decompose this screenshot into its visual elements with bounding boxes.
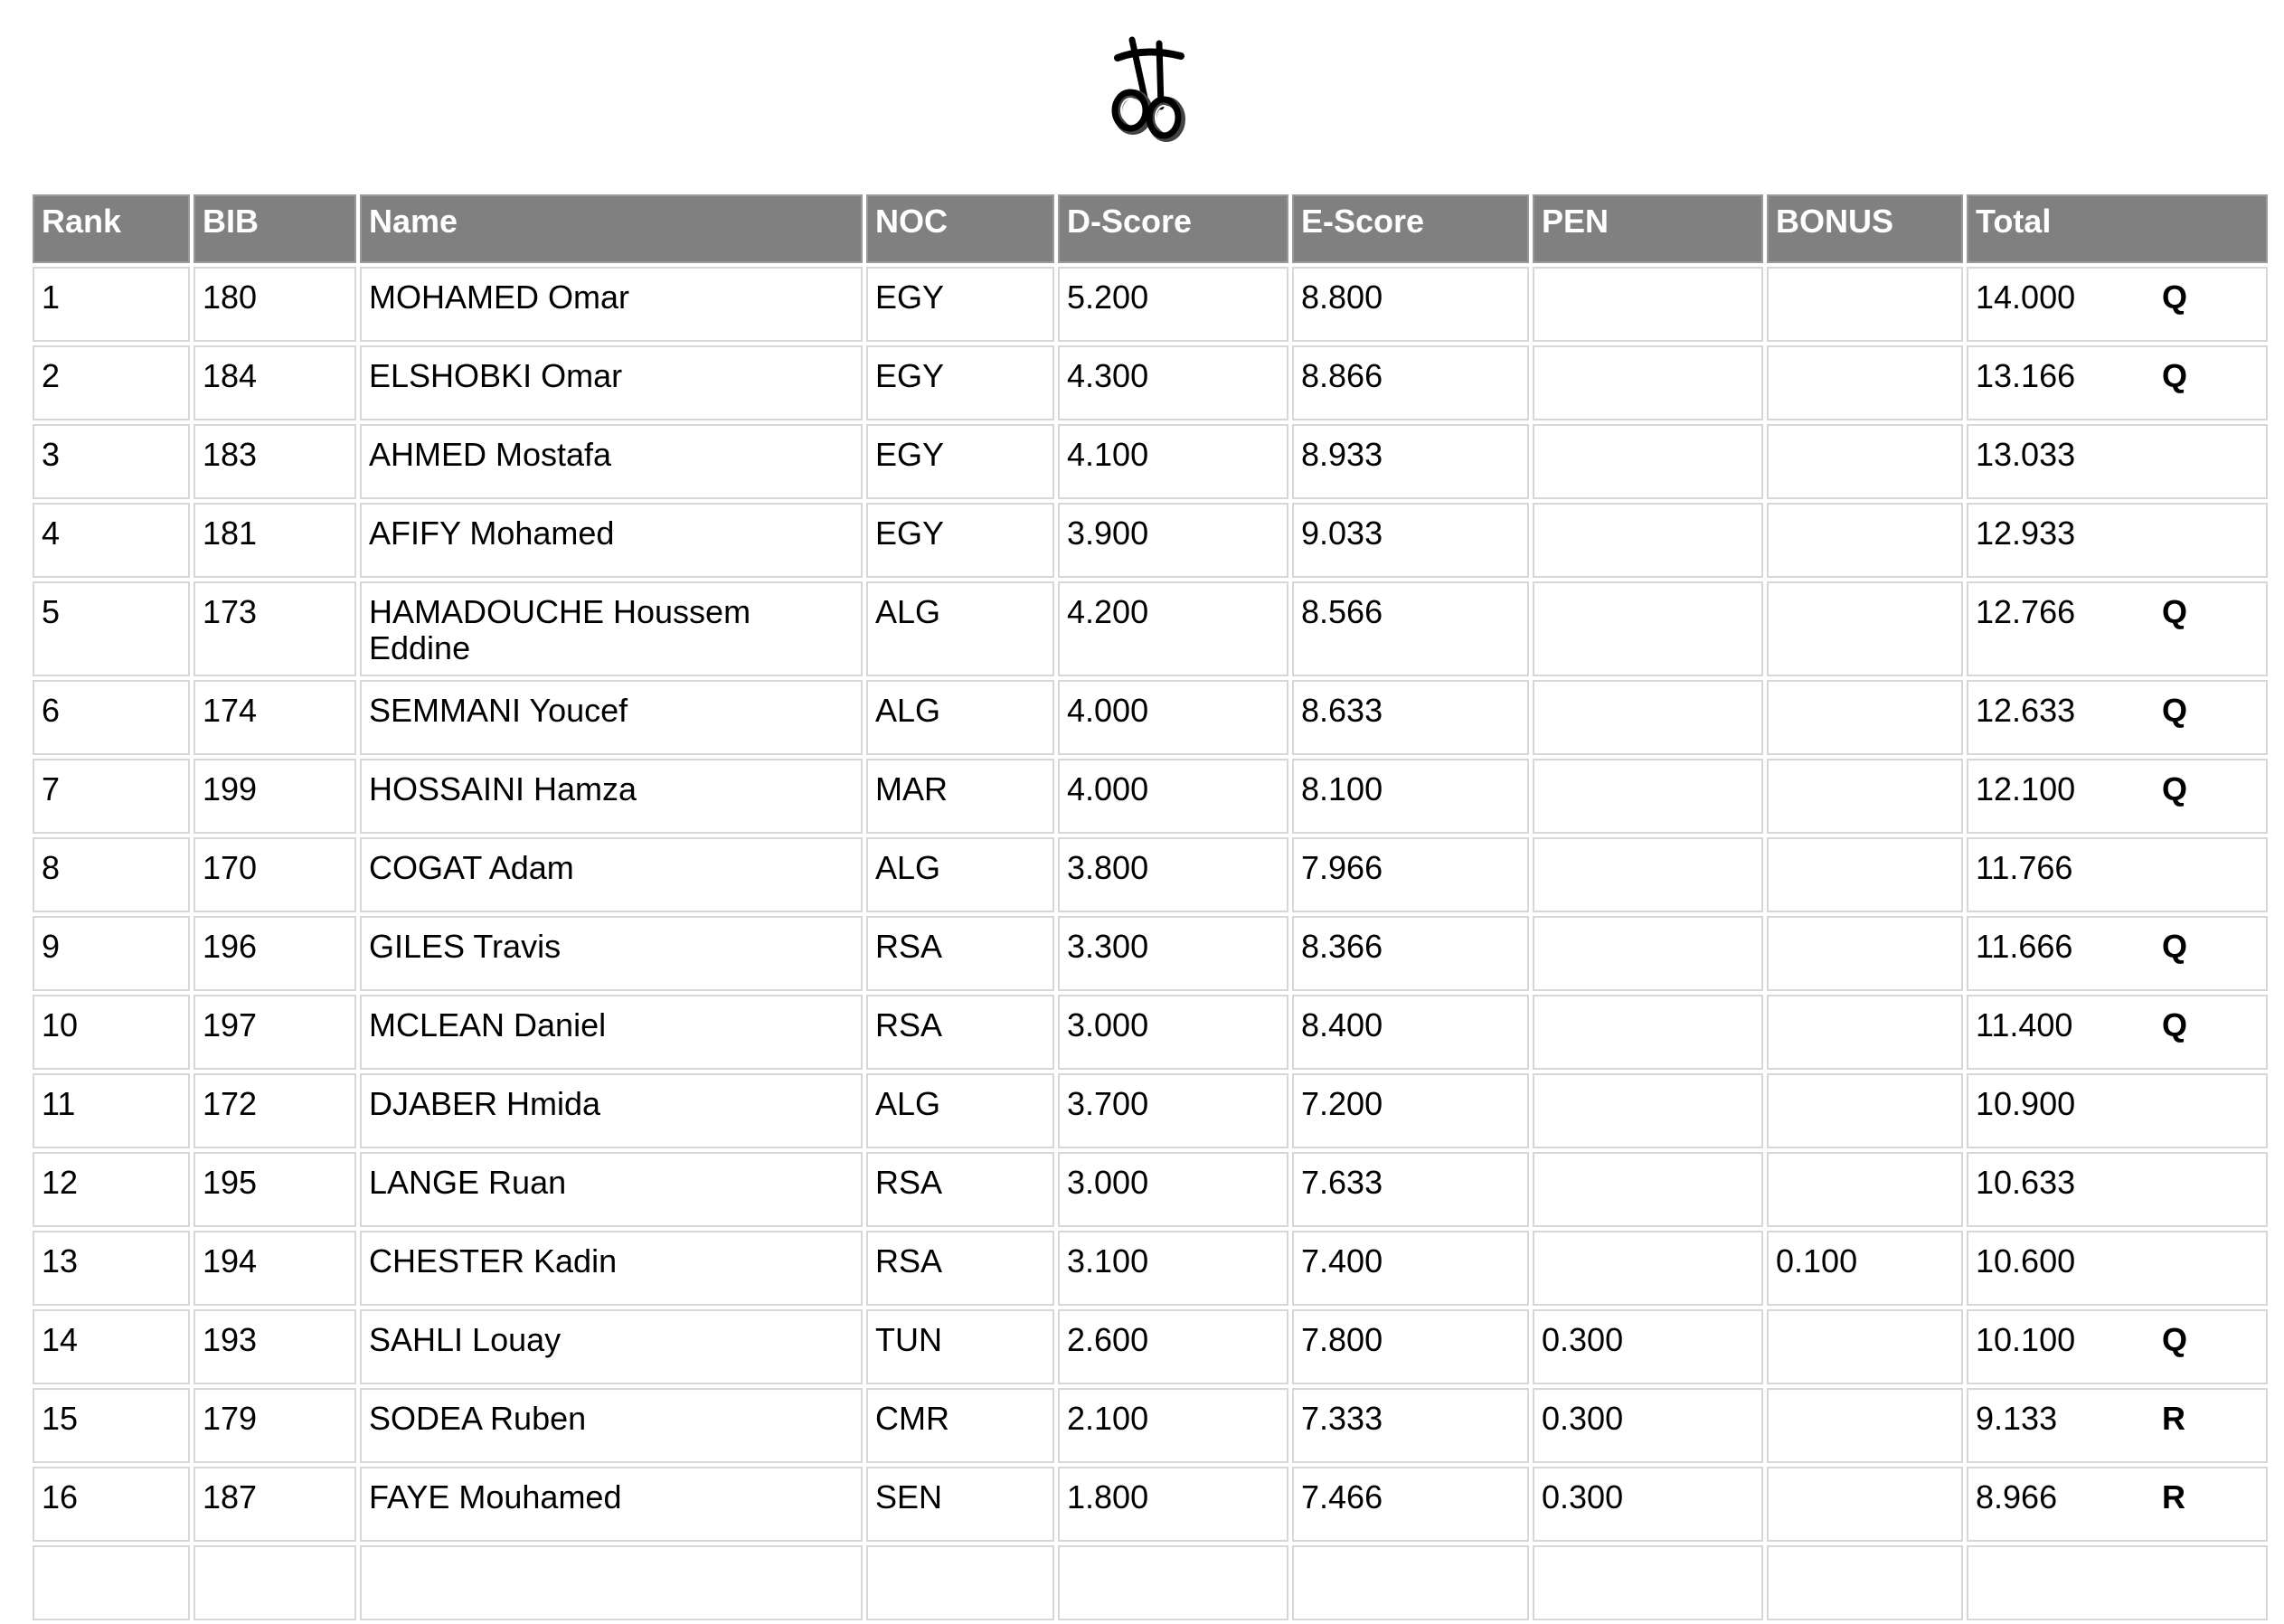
total-cell bbox=[1967, 1309, 2268, 1384]
name-cell: AHMED Mostafa bbox=[360, 424, 863, 499]
pen-cell bbox=[1533, 837, 1763, 912]
table-row bbox=[33, 503, 2268, 578]
e-score-cell: 8.366 bbox=[1292, 916, 1529, 991]
gymnastics-rings-icon bbox=[1105, 33, 1186, 141]
d-score-cell: 3.100 bbox=[1058, 1231, 1288, 1306]
bonus-cell bbox=[1767, 503, 1963, 578]
noc-cell: ALG bbox=[866, 837, 1054, 912]
bib-cell: 181 bbox=[193, 503, 356, 578]
name-cell: ELSHOBKI Omar bbox=[360, 345, 863, 420]
header-total: Total bbox=[1967, 194, 2268, 263]
e-score-cell: 7.466 bbox=[1292, 1467, 1529, 1542]
table-row bbox=[33, 1231, 2268, 1306]
bonus-cell bbox=[1767, 1152, 1963, 1227]
d-score-cell: 3.000 bbox=[1058, 1152, 1288, 1227]
d-score-cell: 4.100 bbox=[1058, 424, 1288, 499]
bib-cell: 193 bbox=[193, 1309, 356, 1384]
total-cell bbox=[1967, 1152, 2268, 1227]
table-row bbox=[33, 1309, 2268, 1384]
noc-cell: RSA bbox=[866, 995, 1054, 1070]
name-cell: GILES Travis bbox=[360, 916, 863, 991]
pen-cell bbox=[1533, 1073, 1763, 1148]
rank-cell: 16 bbox=[33, 1467, 190, 1542]
name-cell: AFIFY Mohamed bbox=[360, 503, 863, 578]
rank-cell: 2 bbox=[33, 345, 190, 420]
noc-cell: RSA bbox=[866, 1152, 1054, 1227]
total-cell bbox=[1967, 581, 2268, 676]
bonus-cell bbox=[1767, 345, 1963, 420]
pen-cell bbox=[1533, 759, 1763, 834]
table-row bbox=[33, 680, 2268, 755]
e-score-cell: 9.033 bbox=[1292, 503, 1529, 578]
noc-cell: ALG bbox=[866, 1073, 1054, 1148]
total-value: 11.400 bbox=[1976, 1006, 2073, 1043]
table-row bbox=[33, 267, 2268, 342]
pen-cell bbox=[1533, 345, 1763, 420]
noc-cell: ALG bbox=[866, 680, 1054, 755]
rank-cell: 8 bbox=[33, 837, 190, 912]
d-score-cell: 4.000 bbox=[1058, 759, 1288, 834]
rank-cell: 14 bbox=[33, 1309, 190, 1384]
e-score-cell: 8.566 bbox=[1292, 581, 1529, 676]
bonus-cell bbox=[1767, 916, 1963, 991]
qualification-mark: Q bbox=[2162, 1006, 2188, 1043]
name-cell: HAMADOUCHE Houssem Eddine bbox=[360, 581, 863, 676]
total-value: 8.966 bbox=[1976, 1478, 2058, 1515]
rank-cell: 12 bbox=[33, 1152, 190, 1227]
total-value: 11.766 bbox=[1976, 849, 2073, 886]
table-row bbox=[33, 345, 2268, 420]
name-cell: SEMMANI Youcef bbox=[360, 680, 863, 755]
noc-cell: RSA bbox=[866, 916, 1054, 991]
bib-cell: 199 bbox=[193, 759, 356, 834]
d-score-cell: 4.300 bbox=[1058, 345, 1288, 420]
pen-cell bbox=[1533, 267, 1763, 342]
e-score-cell: 7.400 bbox=[1292, 1231, 1529, 1306]
total-cell bbox=[1967, 1467, 2268, 1542]
d-score-cell: 5.200 bbox=[1058, 267, 1288, 342]
total-value: 12.933 bbox=[1976, 515, 2076, 552]
header-noc: NOC bbox=[866, 194, 1054, 263]
header-rank: Rank bbox=[33, 194, 190, 263]
name-cell: MOHAMED Omar bbox=[360, 267, 863, 342]
name-cell: HOSSAINI Hamza bbox=[360, 759, 863, 834]
table-row bbox=[33, 1152, 2268, 1227]
total-value: 9.133 bbox=[1976, 1400, 2058, 1437]
e-score-cell: 8.800 bbox=[1292, 267, 1529, 342]
total-value: 12.633 bbox=[1976, 692, 2076, 729]
d-score-cell: 4.000 bbox=[1058, 680, 1288, 755]
bonus-cell bbox=[1767, 581, 1963, 676]
table-row bbox=[33, 581, 2268, 676]
qualification-mark: R bbox=[2162, 1400, 2185, 1437]
noc-cell: TUN bbox=[866, 1309, 1054, 1384]
pen-cell bbox=[1533, 1231, 1763, 1306]
pen-cell bbox=[1533, 1152, 1763, 1227]
bonus-cell bbox=[1767, 680, 1963, 755]
noc-cell: EGY bbox=[866, 424, 1054, 499]
rank-cell: 6 bbox=[33, 680, 190, 755]
e-score-cell: 7.800 bbox=[1292, 1309, 1529, 1384]
total-cell bbox=[1967, 1388, 2268, 1463]
pen-cell bbox=[1533, 916, 1763, 991]
header-row bbox=[33, 194, 2268, 263]
rank-cell: 3 bbox=[33, 424, 190, 499]
noc-cell: EGY bbox=[866, 345, 1054, 420]
bonus-cell bbox=[1767, 424, 1963, 499]
rank-cell: 1 bbox=[33, 267, 190, 342]
e-score-cell: 7.333 bbox=[1292, 1388, 1529, 1463]
total-cell bbox=[1967, 424, 2268, 499]
pen-cell bbox=[1533, 995, 1763, 1070]
rank-cell: 5 bbox=[33, 581, 190, 676]
pen-cell bbox=[1533, 424, 1763, 499]
name-cell: FAYE Mouhamed bbox=[360, 1467, 863, 1542]
bib-cell: 187 bbox=[193, 1467, 356, 1542]
d-score-cell: 4.200 bbox=[1058, 581, 1288, 676]
d-score-cell: 3.700 bbox=[1058, 1073, 1288, 1148]
total-value: 11.666 bbox=[1976, 928, 2073, 965]
e-score-cell: 8.633 bbox=[1292, 680, 1529, 755]
rank-cell: 13 bbox=[33, 1231, 190, 1306]
e-score-cell: 8.100 bbox=[1292, 759, 1529, 834]
noc-cell: SEN bbox=[866, 1467, 1054, 1542]
bib-cell: 194 bbox=[193, 1231, 356, 1306]
pen-cell bbox=[1533, 680, 1763, 755]
pen-cell: 0.300 bbox=[1533, 1467, 1763, 1542]
noc-cell: MAR bbox=[866, 759, 1054, 834]
pen-cell bbox=[1533, 503, 1763, 578]
bib-cell: 170 bbox=[193, 837, 356, 912]
header-bonus: BONUS bbox=[1767, 194, 1963, 263]
total-cell bbox=[1967, 680, 2268, 755]
bib-cell: 184 bbox=[193, 345, 356, 420]
bonus-cell bbox=[1767, 1073, 1963, 1148]
name-cell: SODEA Ruben bbox=[360, 1388, 863, 1463]
total-cell bbox=[1967, 267, 2268, 342]
table-row bbox=[33, 1073, 2268, 1148]
bonus-cell bbox=[1767, 995, 1963, 1070]
header-bib: BIB bbox=[193, 194, 356, 263]
header-pen: PEN bbox=[1533, 194, 1763, 263]
rank-cell: 4 bbox=[33, 503, 190, 578]
e-score-cell: 7.200 bbox=[1292, 1073, 1529, 1148]
table-row bbox=[33, 424, 2268, 499]
name-cell: CHESTER Kadin bbox=[360, 1231, 863, 1306]
qualification-mark: Q bbox=[2162, 770, 2188, 807]
total-value: 12.100 bbox=[1976, 770, 2076, 807]
total-value: 10.600 bbox=[1976, 1242, 2076, 1279]
header-name: Name bbox=[360, 194, 863, 263]
total-value: 14.000 bbox=[1976, 279, 2076, 316]
pen-cell bbox=[1533, 581, 1763, 676]
d-score-cell: 2.100 bbox=[1058, 1388, 1288, 1463]
e-score-cell: 7.966 bbox=[1292, 837, 1529, 912]
rank-cell: 10 bbox=[33, 995, 190, 1070]
bib-cell: 174 bbox=[193, 680, 356, 755]
bib-cell: 173 bbox=[193, 581, 356, 676]
bonus-cell bbox=[1767, 759, 1963, 834]
bonus-cell bbox=[1767, 837, 1963, 912]
d-score-cell: 2.600 bbox=[1058, 1309, 1288, 1384]
noc-cell: EGY bbox=[866, 267, 1054, 342]
d-score-cell: 3.000 bbox=[1058, 995, 1288, 1070]
noc-cell: CMR bbox=[866, 1388, 1054, 1463]
bib-cell: 183 bbox=[193, 424, 356, 499]
name-cell: DJABER Hmida bbox=[360, 1073, 863, 1148]
bonus-cell: 0.100 bbox=[1767, 1231, 1963, 1306]
bib-cell: 179 bbox=[193, 1388, 356, 1463]
total-value: 13.033 bbox=[1976, 436, 2076, 473]
table-row bbox=[33, 916, 2268, 991]
bonus-cell bbox=[1767, 267, 1963, 342]
name-cell: MCLEAN Daniel bbox=[360, 995, 863, 1070]
pen-cell: 0.300 bbox=[1533, 1309, 1763, 1384]
d-score-cell: 3.800 bbox=[1058, 837, 1288, 912]
total-value: 13.166 bbox=[1976, 357, 2076, 394]
total-value: 12.766 bbox=[1976, 593, 2076, 630]
noc-cell: EGY bbox=[866, 503, 1054, 578]
rank-cell: 9 bbox=[33, 916, 190, 991]
e-score-cell: 8.866 bbox=[1292, 345, 1529, 420]
total-value: 10.100 bbox=[1976, 1321, 2076, 1358]
qualification-mark: Q bbox=[2162, 357, 2188, 394]
e-score-cell: 8.400 bbox=[1292, 995, 1529, 1070]
rank-cell: 11 bbox=[33, 1073, 190, 1148]
header-e-score: E-Score bbox=[1292, 194, 1529, 263]
total-cell bbox=[1967, 503, 2268, 578]
qualification-mark: Q bbox=[2162, 692, 2188, 729]
noc-cell: ALG bbox=[866, 581, 1054, 676]
name-cell: COGAT Adam bbox=[360, 837, 863, 912]
total-cell bbox=[1967, 1073, 2268, 1148]
total-value: 10.633 bbox=[1976, 1164, 2076, 1201]
bonus-cell bbox=[1767, 1388, 1963, 1463]
table-row bbox=[33, 995, 2268, 1070]
total-cell bbox=[1967, 759, 2268, 834]
table-row bbox=[33, 837, 2268, 912]
pen-cell: 0.300 bbox=[1533, 1388, 1763, 1463]
total-cell bbox=[1967, 345, 2268, 420]
e-score-cell: 8.933 bbox=[1292, 424, 1529, 499]
qualification-mark: Q bbox=[2162, 593, 2188, 630]
total-cell bbox=[1967, 995, 2268, 1070]
d-score-cell: 1.800 bbox=[1058, 1467, 1288, 1542]
qualification-mark: R bbox=[2162, 1478, 2185, 1515]
noc-cell: RSA bbox=[866, 1231, 1054, 1306]
results-table bbox=[29, 191, 2271, 1624]
qualification-mark: Q bbox=[2162, 279, 2188, 316]
bonus-cell bbox=[1767, 1467, 1963, 1542]
d-score-cell: 3.300 bbox=[1058, 916, 1288, 991]
table-row-partial bbox=[33, 1545, 2268, 1620]
bib-cell: 197 bbox=[193, 995, 356, 1070]
qualification-mark: Q bbox=[2162, 928, 2188, 965]
bib-cell: 195 bbox=[193, 1152, 356, 1227]
bonus-cell bbox=[1767, 1309, 1963, 1384]
bib-cell: 180 bbox=[193, 267, 356, 342]
name-cell: SAHLI Louay bbox=[360, 1309, 863, 1384]
table-row bbox=[33, 759, 2268, 834]
total-cell bbox=[1967, 1231, 2268, 1306]
table-row bbox=[33, 1467, 2268, 1542]
bib-cell: 196 bbox=[193, 916, 356, 991]
total-cell bbox=[1967, 916, 2268, 991]
name-cell: LANGE Ruan bbox=[360, 1152, 863, 1227]
rank-cell: 7 bbox=[33, 759, 190, 834]
total-value: 10.900 bbox=[1976, 1085, 2076, 1122]
table-row bbox=[33, 1388, 2268, 1463]
total-cell bbox=[1967, 837, 2268, 912]
bib-cell: 172 bbox=[193, 1073, 356, 1148]
rank-cell: 15 bbox=[33, 1388, 190, 1463]
e-score-cell: 7.633 bbox=[1292, 1152, 1529, 1227]
qualification-mark: Q bbox=[2162, 1321, 2188, 1358]
d-score-cell: 3.900 bbox=[1058, 503, 1288, 578]
header-d-score: D-Score bbox=[1058, 194, 1288, 263]
